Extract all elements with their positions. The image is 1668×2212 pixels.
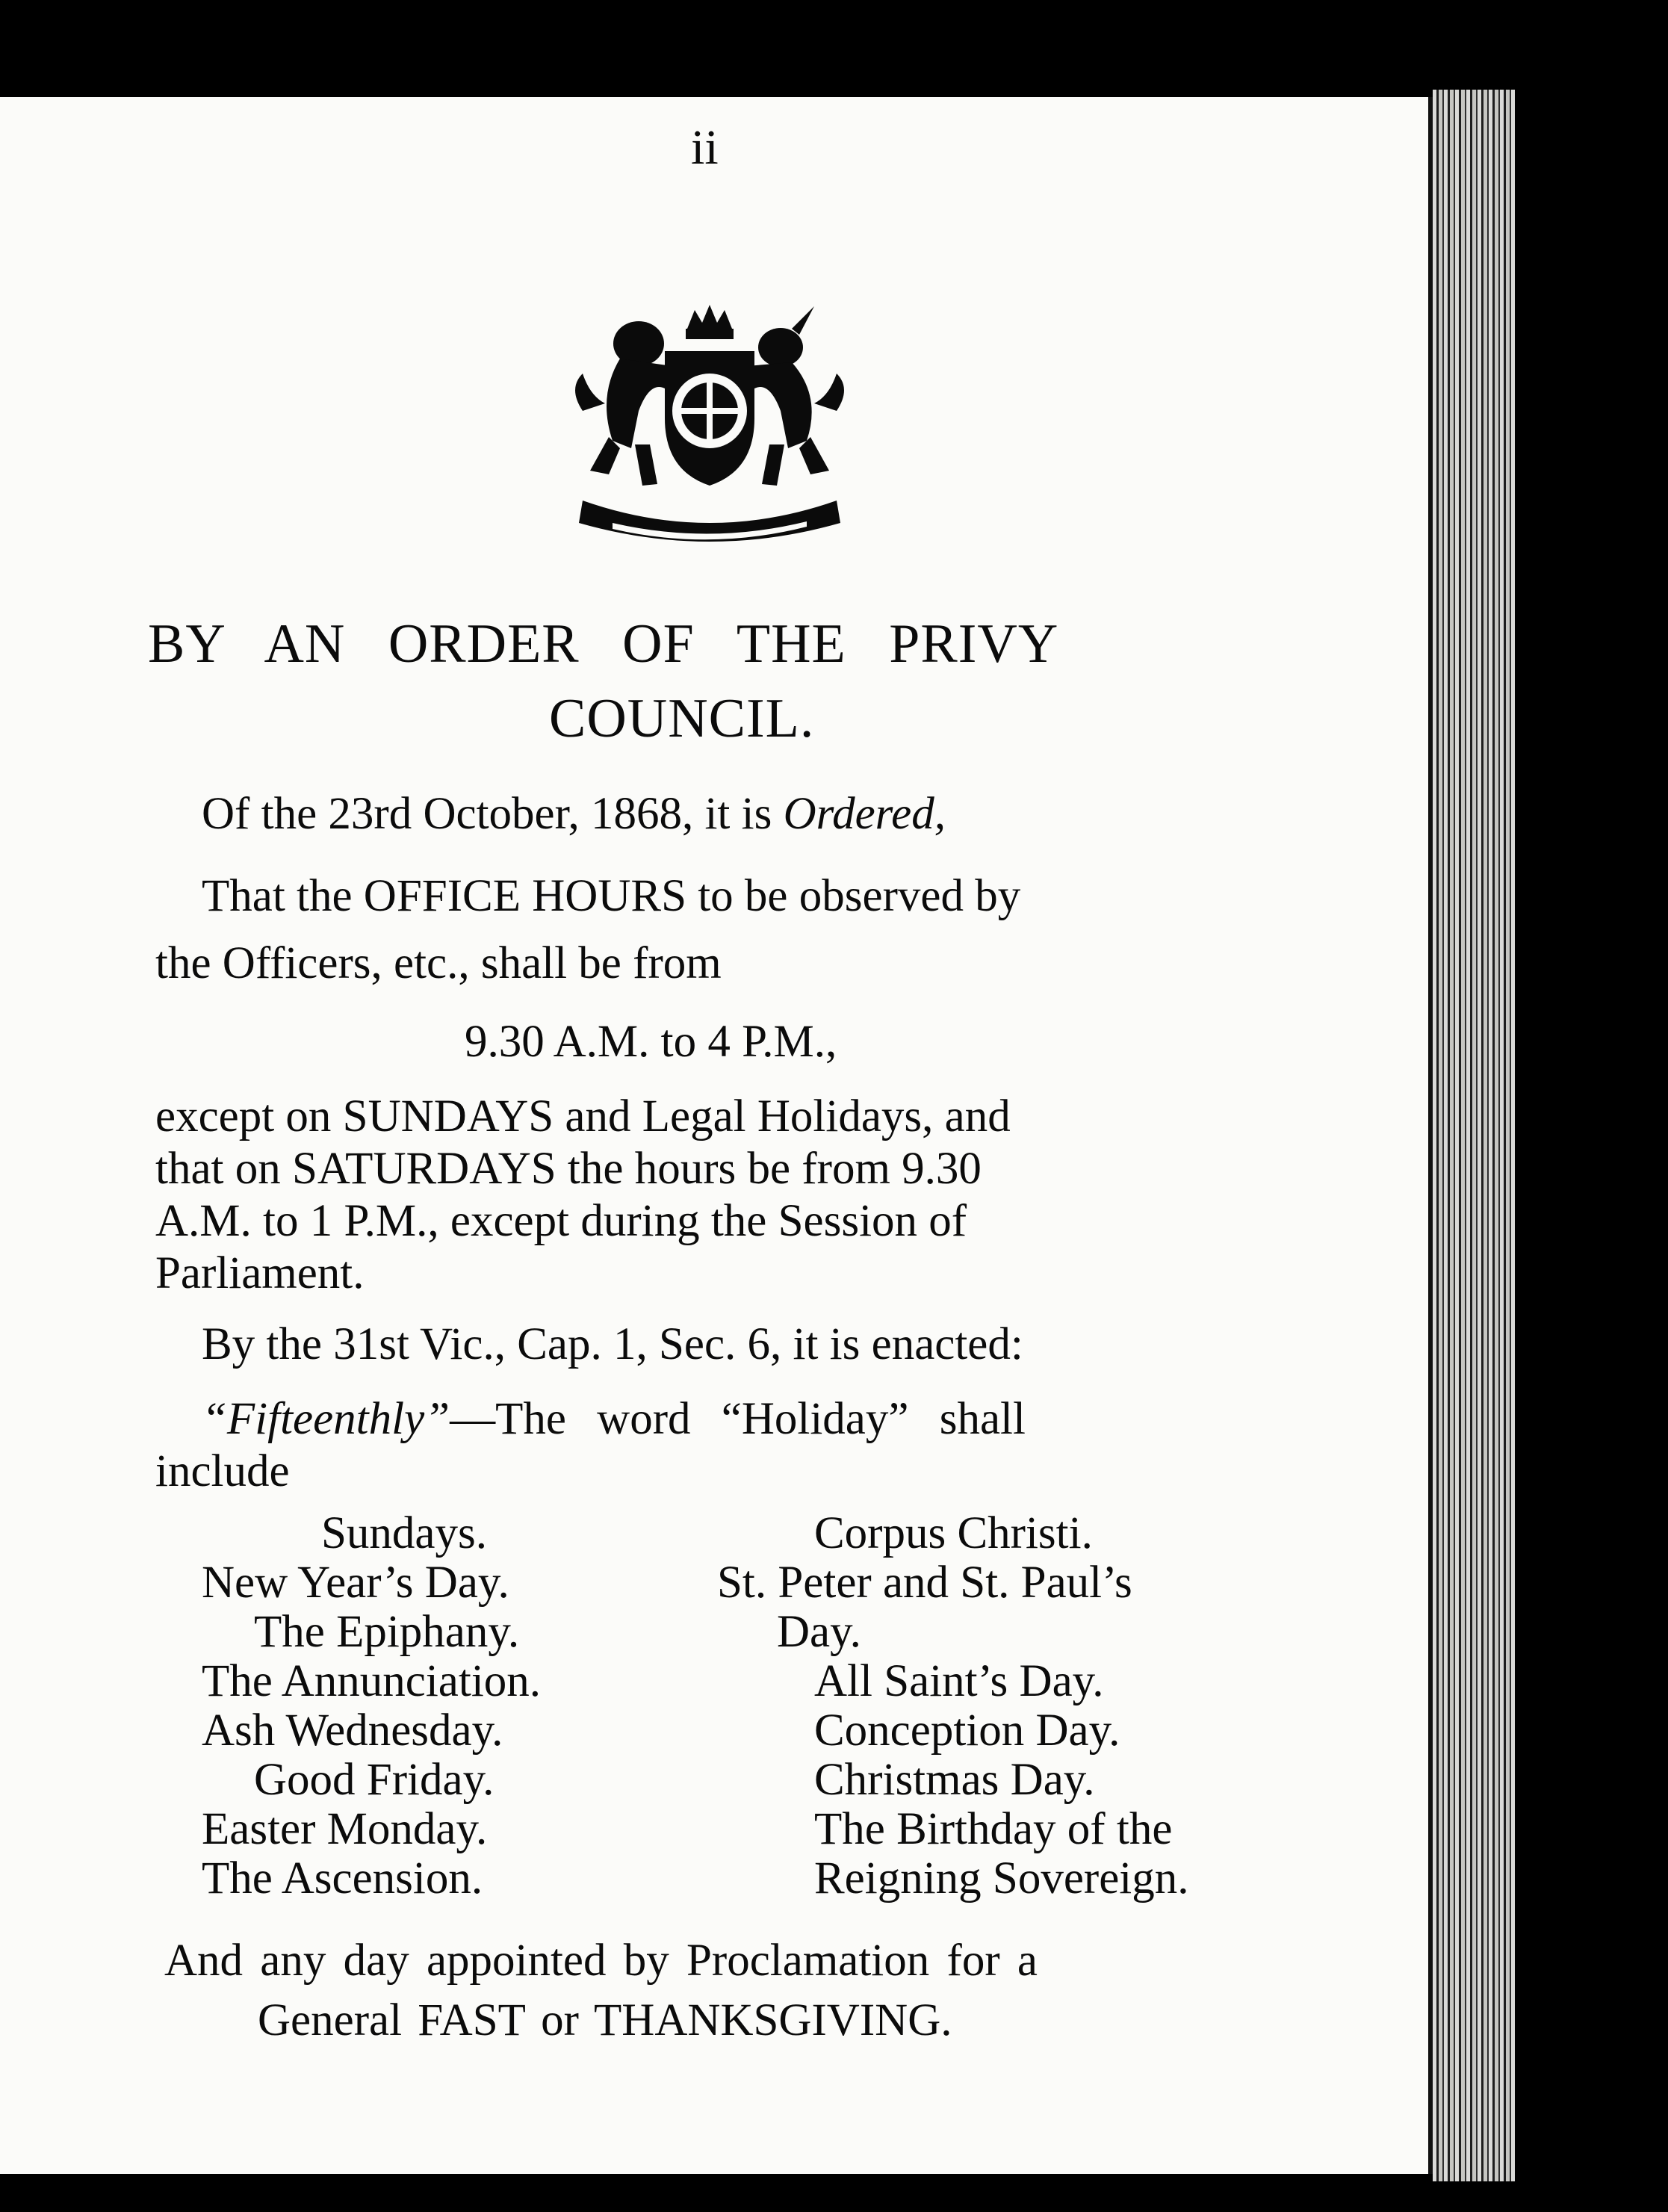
holidays-right-column xyxy=(717,1509,1189,1903)
holiday-item: The Epiphany. xyxy=(254,1607,520,1657)
order-paragraph-2-line-3: A.M. to 1 P.M., except during the Session of xyxy=(155,1196,967,1246)
order-paragraph-1-line-2: the Officers, etc., shall be from xyxy=(155,938,722,988)
holiday-item: Reigning Sovereign. xyxy=(814,1853,1189,1903)
order-paragraph-2-line-2: that on SATURDAYS the hours be from 9.30 xyxy=(155,1144,982,1194)
enactment-line: By the 31st Vic., Cap. 1, Sec. 6, it is enacted: xyxy=(202,1319,1023,1369)
page-edge xyxy=(1433,90,1515,2181)
include-word: include xyxy=(155,1446,290,1496)
order-intro xyxy=(202,788,946,840)
order-paragraph-2-line-4: Parliament. xyxy=(155,1248,365,1298)
order-paragraph-2-line-1: except on SUNDAYS and Legal Holidays, and xyxy=(155,1091,1011,1141)
holiday-item: Good Friday. xyxy=(254,1755,494,1805)
holiday-item: Conception Day. xyxy=(814,1706,1120,1756)
page-number: ii xyxy=(691,120,719,175)
order-intro-text: Of the 23rd October, 1868, it is xyxy=(202,789,784,839)
fifteenthly-italic: “Fifteenthly” xyxy=(202,1394,450,1444)
closing-line-2: General FAST or THANKSGIVING. xyxy=(258,1995,952,2045)
holiday-item: The Annunciation. xyxy=(202,1656,542,1706)
holiday-item: Sundays. xyxy=(321,1508,487,1558)
holiday-item: The Birthday of the xyxy=(814,1804,1173,1854)
fifteenthly-rest: —The word “Holiday” shall xyxy=(450,1394,1026,1444)
fifteenthly-line xyxy=(202,1393,1026,1446)
ordered-italic: Ordered, xyxy=(783,789,946,839)
office-hours: 9.30 A.M. to 4 P.M., xyxy=(465,1017,837,1067)
holiday-item: Corpus Christi. xyxy=(814,1508,1093,1558)
order-paragraph-1-line-1: That the OFFICE HOURS to be observed by xyxy=(202,871,1021,921)
heading-line-2: COUNCIL. xyxy=(549,688,815,749)
holiday-item: New Year’s Day. xyxy=(202,1558,509,1608)
royal-coat-of-arms-icon xyxy=(568,299,852,553)
holiday-item: Day. xyxy=(777,1607,861,1657)
closing-line-1: And any day appointed by Proclamation for a xyxy=(164,1936,1038,1986)
holiday-item: All Saint’s Day. xyxy=(814,1656,1104,1706)
holiday-item: Christmas Day. xyxy=(814,1755,1095,1805)
holidays-left-column xyxy=(202,1509,541,1903)
heading-line-1: BY AN ORDER OF THE PRIVY xyxy=(148,613,1059,675)
holiday-item: St. Peter and St. Paul’s xyxy=(717,1558,1132,1608)
holiday-item: The Ascension. xyxy=(202,1853,483,1903)
holiday-item: Easter Monday. xyxy=(202,1804,488,1854)
holiday-item: Ash Wednesday. xyxy=(202,1706,503,1756)
